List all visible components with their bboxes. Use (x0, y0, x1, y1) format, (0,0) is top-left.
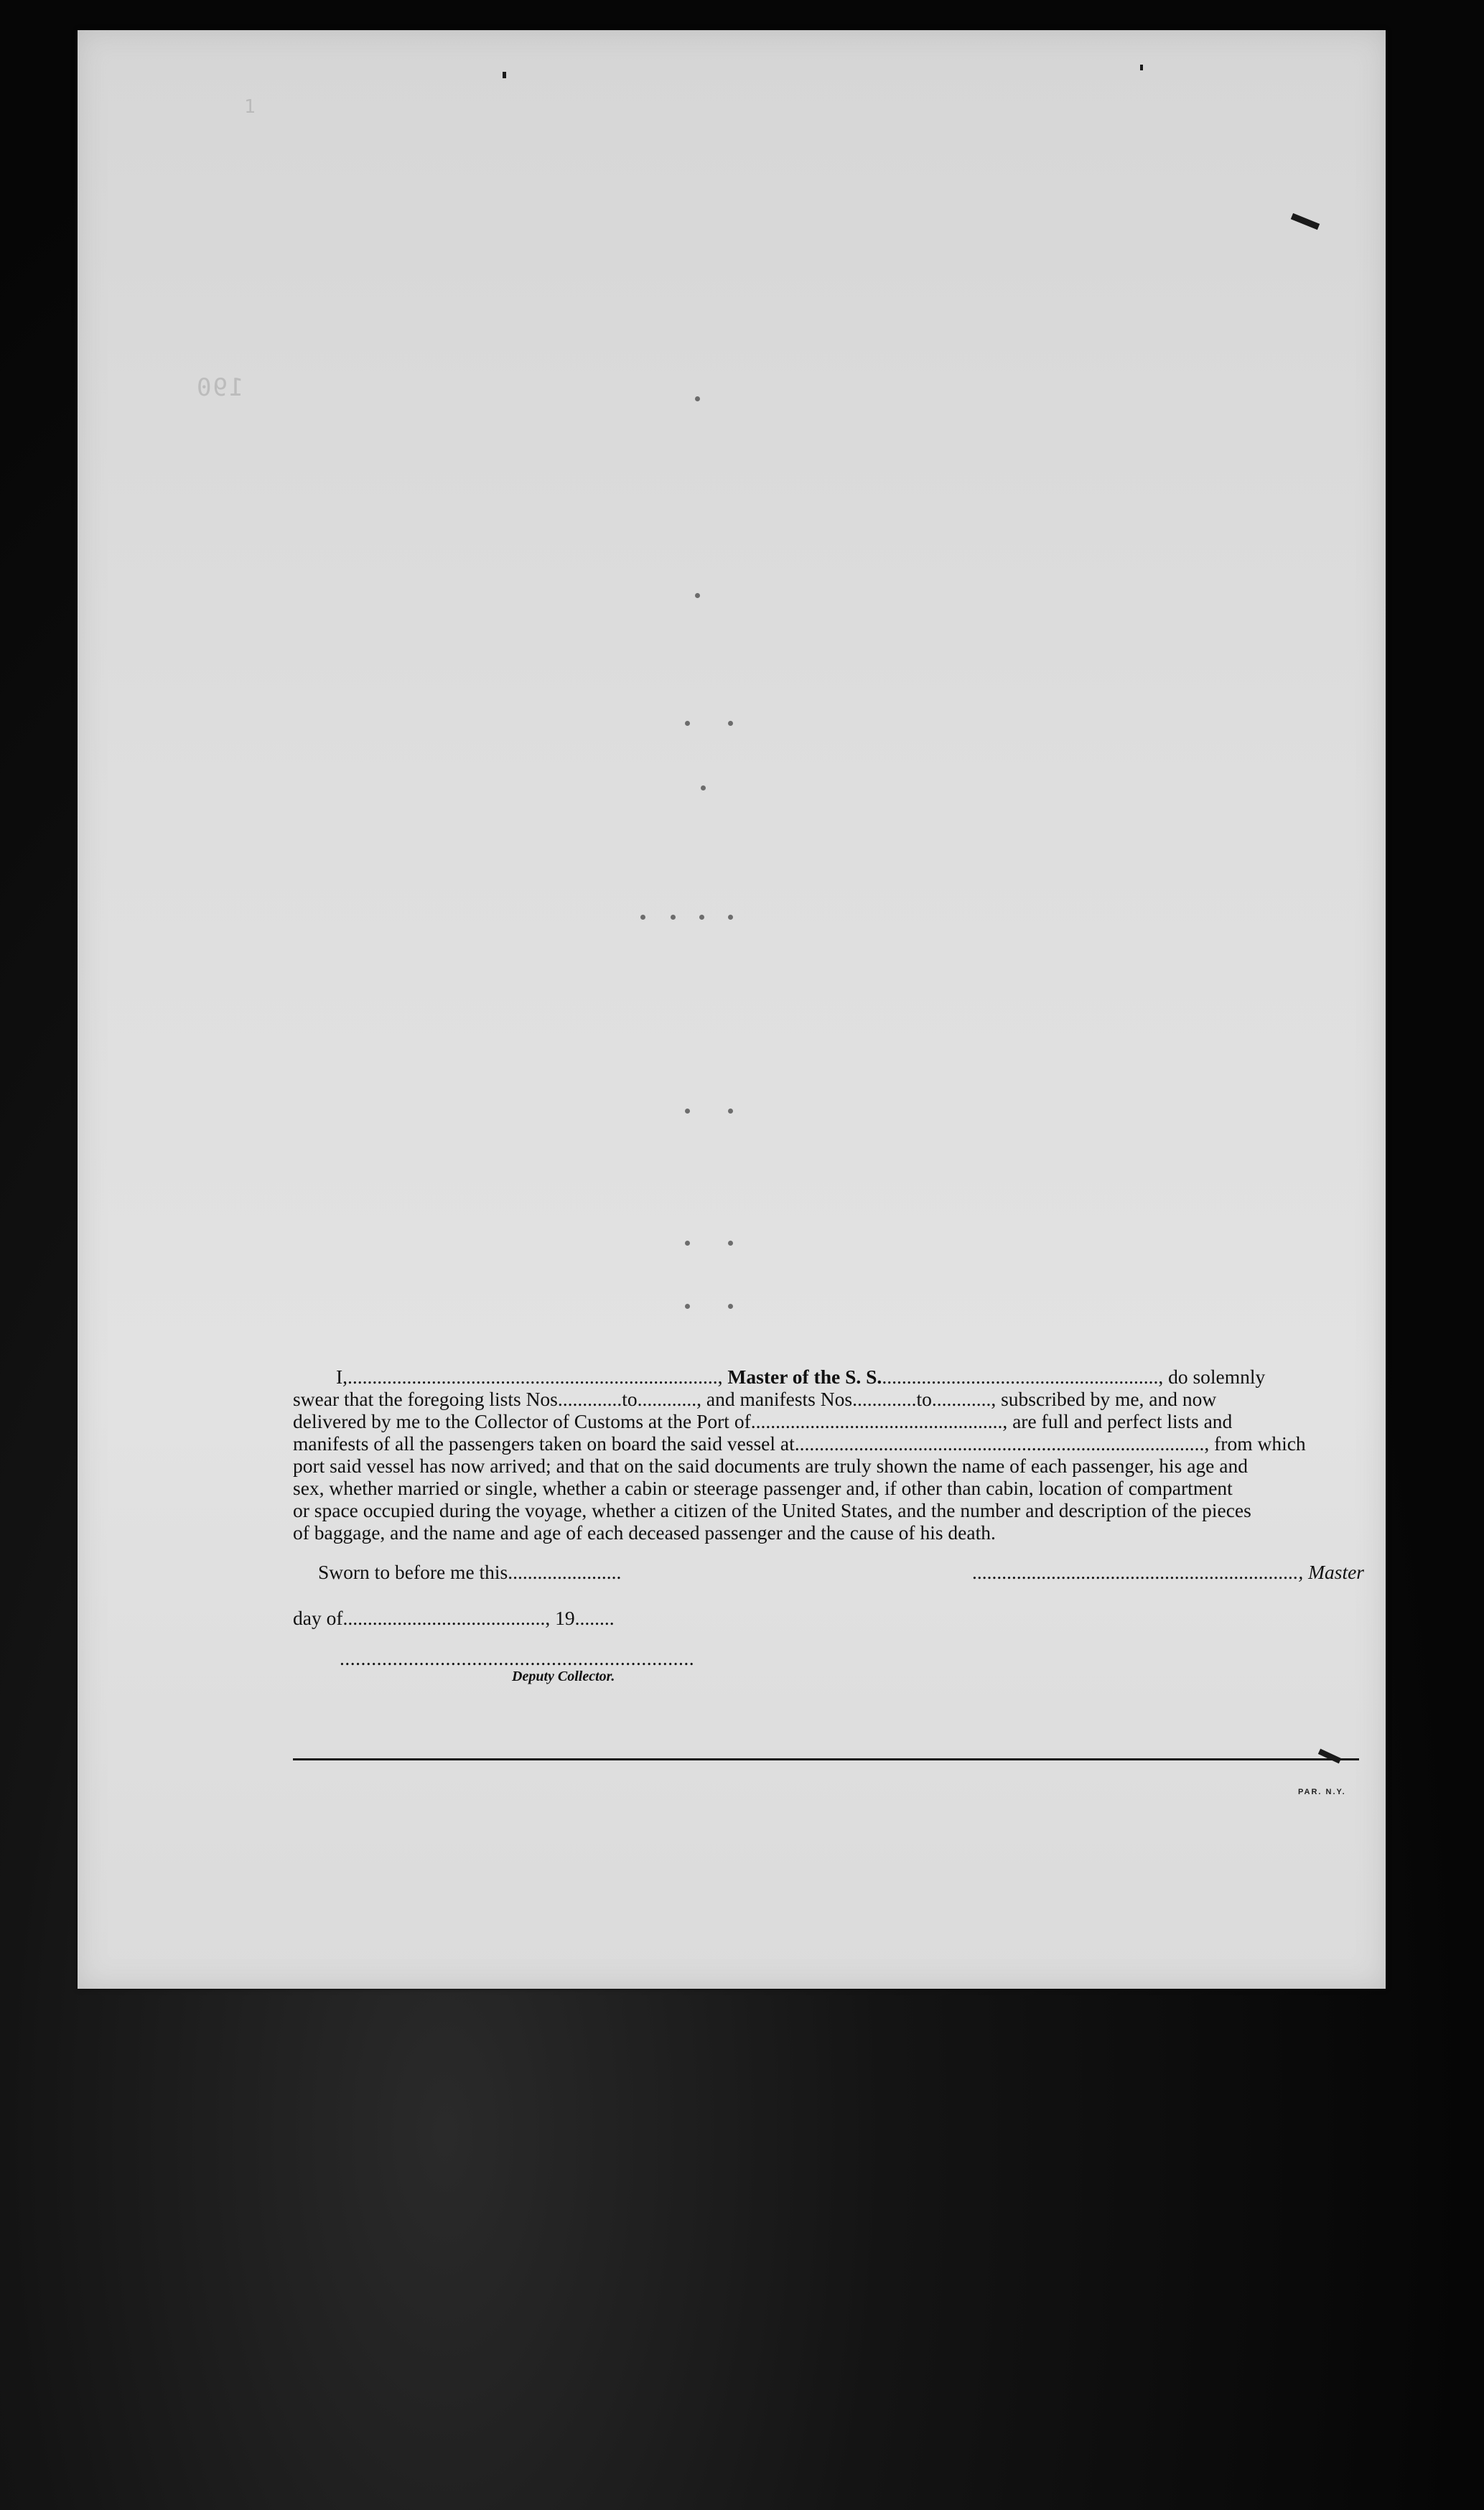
day-of-line: day of........................................., 19........ (293, 1607, 615, 1629)
document-page (78, 30, 1386, 1989)
horizontal-rule (293, 1758, 1359, 1760)
deputy-collector-label: Deputy Collector. (512, 1669, 615, 1684)
bleed-dot (640, 915, 645, 920)
bleed-dot (685, 1241, 690, 1246)
bleed-dot (728, 1241, 733, 1246)
bleed-dot (728, 1304, 733, 1309)
tape-mark (1318, 1749, 1341, 1764)
master-oath-paragraph (293, 1366, 1364, 1544)
oath-line: port said vessel has now arrived; and that on the said documents are truly shown the name of each passenger, his age and (293, 1455, 1248, 1477)
bleed-dot (728, 721, 733, 726)
speck (503, 72, 506, 78)
bleed-dot (699, 915, 704, 920)
bleed-through-number: 1 (244, 96, 257, 118)
bleed-dot (728, 1109, 733, 1114)
sworn-row (293, 1561, 1364, 1590)
sworn-before-me-line: Sworn to before me this....................... (318, 1561, 622, 1583)
bleed-dot (685, 1304, 690, 1309)
bleed-dot (695, 593, 700, 598)
oath-text: I,..........................................................................., (336, 1366, 728, 1388)
oath-line: manifests of all the passengers taken on board the said vessel at..................................................................................., from which (293, 1432, 1306, 1455)
bleed-dot (695, 396, 700, 401)
tape-mark (1291, 213, 1320, 230)
master-of-ss-label: Master of the S. S. (727, 1366, 882, 1388)
paper-shading (78, 30, 1386, 1989)
speck (1140, 65, 1143, 70)
oath-line: swear that the foregoing lists Nos.............to............, and manifests Nos.............to............, subscribed by me, and now (293, 1388, 1217, 1410)
oath-line: or space occupied during the voyage, whether a citizen of the United States, and the number and description of the pieces (293, 1499, 1251, 1521)
oath-text: ........................................................, do solemnly (882, 1366, 1266, 1388)
bleed-dot (671, 915, 676, 920)
deputy-collector-signature-line: ................................................................... (340, 1647, 695, 1669)
printer-mark: PAR. N.Y. (1298, 1788, 1346, 1796)
oath-line: of baggage, and the name and age of each deceased passenger and the cause of his death. (293, 1521, 996, 1544)
oath-line: delivered by me to the Collector of Customs at the Port of..................................................., are full and perfect lists and (293, 1410, 1233, 1432)
oath-line (293, 1366, 1364, 1388)
master-signature-line: .................................................................., Master (972, 1561, 1364, 1583)
bleed-dot (728, 915, 733, 920)
bleed-dot (685, 1109, 690, 1114)
bleed-dot (701, 785, 706, 790)
bleed-through-page-number: 190 (195, 373, 244, 402)
bleed-dot (685, 721, 690, 726)
oath-line: sex, whether married or single, whether a cabin or steerage passenger and, if other than cabin, location of compartment (293, 1477, 1233, 1499)
